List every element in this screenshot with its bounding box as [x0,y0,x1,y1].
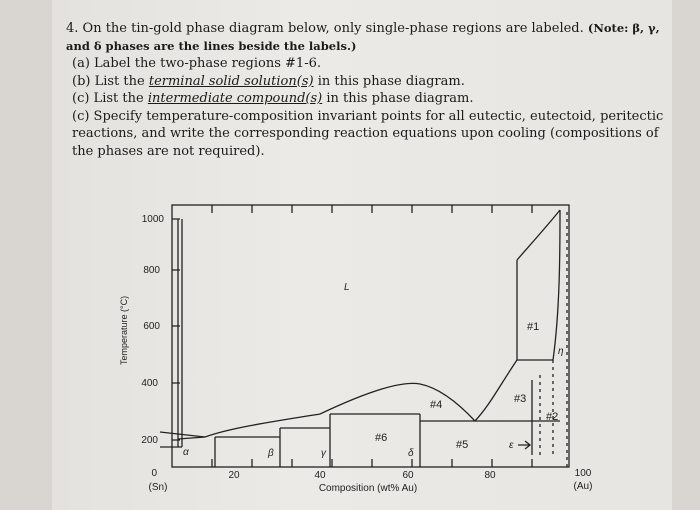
xtick-80: 80 [484,470,496,481]
part-a: (a) Label the two-phase regions #1-6. [72,56,321,71]
phase-beta: β [268,448,274,459]
region-3: #3 [514,393,527,405]
part-c2: (c) Specify temperature-composition invariant points for all eutectic, eutectoid, peritectic reactions, and write the corresponding reaction equations upon cooling (compositions of the phases are not required). [72,108,664,159]
xtick-60: 60 [402,470,414,481]
top-ticks [212,205,532,213]
region-5: #5 [456,439,469,451]
ytick-0: 0 [151,468,157,479]
region-6: #6 [375,432,388,444]
note: (Note: β, γ, and δ phases are the lines beside the labels.) [66,21,660,53]
ytick-600: 600 [143,321,160,332]
part-c1: (c) List the intermediate compound(s) in this phase diagram. [72,91,474,106]
ytick-200: 200 [141,435,158,446]
xtick-40: 40 [314,470,326,481]
y-axis-label: Temperature (°C) [119,295,129,365]
ytick-800: 800 [143,265,160,276]
question-intro: 4. On the tin-gold phase diagram below, only single-phase regions are labeled. (Note: β, γ, and δ phases are the lines beside the labels.) [66,21,660,53]
xtick-100: 100 [574,468,592,479]
phase-gamma: γ [321,448,326,459]
phase-delta: δ [408,448,414,459]
phase-liquid: L [344,282,350,293]
region-4: #4 [430,399,443,411]
phase-eta: η [558,346,564,357]
left-ticks [172,219,180,440]
x-left-end: (Sn) [148,482,168,493]
region-1: #1 [527,321,540,333]
x-axis-label: Composition (wt% Au) [318,483,418,494]
region-2: #2 [546,411,559,423]
ytick-400: 400 [141,378,158,389]
xtick-20: 20 [228,470,240,481]
x-right-end: (Au) [573,481,593,492]
part-b: (b) List the terminal solid solution(s) in this phase diagram. [72,73,465,89]
ytick-1000: 1000 [141,214,164,225]
plot-frame [172,205,569,467]
bottom-ticks [212,459,532,467]
phase-alpha: α [183,447,189,458]
phase-epsilon: ε [509,440,514,451]
